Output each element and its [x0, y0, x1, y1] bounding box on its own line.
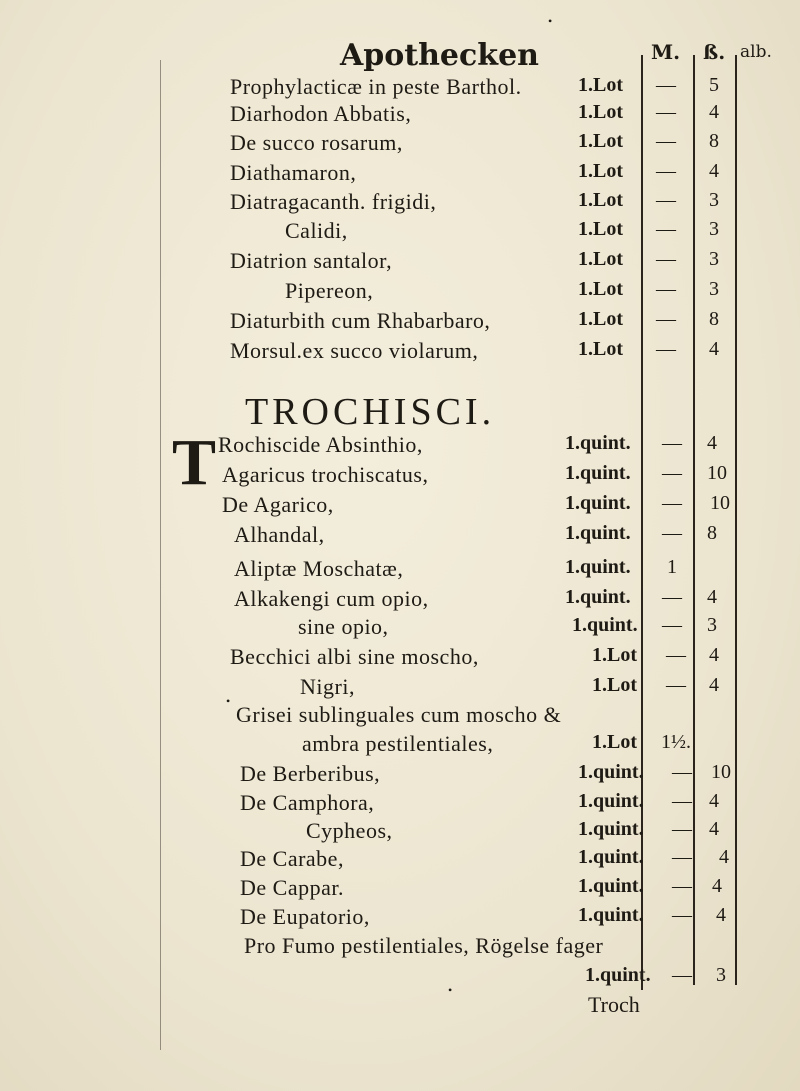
- item-price-schilling: 4: [709, 674, 719, 696]
- item-price-marks: —: [656, 160, 676, 182]
- section-heading-trochisci: TROCHISCI.: [245, 391, 496, 433]
- item-unit: 1.Lot: [578, 278, 623, 300]
- item-price-schilling: 4: [709, 338, 719, 360]
- item-price-schilling: 3: [709, 278, 719, 300]
- item-price-marks: —: [656, 338, 676, 360]
- item-unit: 1.quint.: [578, 875, 644, 897]
- item-price-marks: —: [656, 130, 676, 152]
- item-unit: 1.Lot: [578, 101, 623, 123]
- item-name: De Camphora,: [240, 790, 375, 815]
- item-price-schilling: 5: [709, 74, 719, 96]
- item-name: De succo rosarum,: [230, 130, 403, 155]
- item-price-schilling: 4: [712, 875, 722, 897]
- item-price-marks: —: [656, 248, 676, 270]
- item-unit: 1.quint.: [572, 614, 638, 636]
- item-price-marks: —: [656, 74, 676, 96]
- item-unit: 1.quint.: [565, 432, 631, 454]
- ink-speck: •: [448, 983, 453, 997]
- item-unit: 1.quint.: [578, 846, 644, 868]
- item-name: Aliptæ Moschatæ,: [234, 556, 404, 581]
- drop-capital: T: [172, 426, 217, 499]
- item-name: Rochiscide Absinthio,: [218, 432, 423, 457]
- item-price-schilling: 4: [709, 160, 719, 182]
- item-price-schilling: 8: [707, 522, 717, 544]
- item-name: Prophylacticæ in peste Barthol.: [230, 74, 522, 99]
- item-unit: 1.Lot: [578, 218, 623, 240]
- item-price-schilling: 4: [709, 818, 719, 840]
- item-name-line2: ambra pestilentiales,: [302, 731, 494, 756]
- item-price-marks: —: [662, 492, 682, 514]
- item-unit: 1.Lot: [578, 160, 623, 182]
- item-unit: 1.quint.: [578, 818, 644, 840]
- item-price-schilling: 3: [716, 964, 726, 986]
- item-price-marks: —: [672, 904, 692, 926]
- item-unit: 1.quint.: [565, 492, 631, 514]
- item-price-schilling: 10: [710, 492, 730, 514]
- item-unit: 1.quint.: [565, 586, 631, 608]
- item-name: Becchici albi sine moscho,: [230, 644, 479, 669]
- ink-speck: •: [548, 14, 553, 28]
- item-name-line1: Grisei sublinguales cum moscho &: [236, 702, 562, 727]
- item-name: Morsul.ex succo violarum,: [230, 338, 479, 363]
- item-price-marks: —: [656, 101, 676, 123]
- item-unit: 1.quint.: [585, 964, 651, 986]
- item-name: Agaricus trochiscatus,: [222, 462, 429, 487]
- item-price-marks: —: [672, 761, 692, 783]
- item-unit: 1.Lot: [578, 308, 623, 330]
- item-price-schilling: 4: [709, 101, 719, 123]
- item-name: De Berberibus,: [240, 761, 381, 786]
- item-price-marks: —: [662, 432, 682, 454]
- item-price-schilling: 4: [709, 644, 719, 666]
- header-col-albus: alb.: [740, 42, 772, 62]
- item-unit: 1.Lot: [578, 189, 623, 211]
- item-name: sine opio,: [298, 614, 389, 639]
- item-unit: 1.Lot: [592, 731, 637, 753]
- item-name: Diathamaron,: [230, 160, 357, 185]
- item-price-marks: —: [672, 790, 692, 812]
- item-price-schilling: 4: [716, 904, 726, 926]
- item-price-marks: —: [656, 278, 676, 300]
- item-price-marks: —: [662, 586, 682, 608]
- item-unit: 1.quint.: [578, 790, 644, 812]
- item-unit: 1.Lot: [592, 644, 637, 666]
- item-name: Cypheos,: [306, 818, 393, 843]
- item-price-schilling: 3: [709, 248, 719, 270]
- item-price-schilling: 3: [707, 614, 717, 636]
- item-name: Calidi,: [285, 218, 348, 243]
- item-unit: 1.quint.: [578, 761, 644, 783]
- item-name: De Agarico,: [222, 492, 334, 517]
- item-price-schilling: 10: [707, 462, 727, 484]
- item-price-marks: —: [656, 308, 676, 330]
- item-unit: 1.quint.: [565, 522, 631, 544]
- header-col-schilling: ß.: [703, 40, 726, 64]
- item-price-schilling: 8: [709, 308, 719, 330]
- item-unit: 1.Lot: [592, 674, 637, 696]
- item-price-schilling: 10: [711, 761, 731, 783]
- item-name: De Cappar.: [240, 875, 344, 900]
- item-unit: 1.Lot: [578, 248, 623, 270]
- item-name: Diatragacanth. frigidi,: [230, 189, 437, 214]
- item-unit: 1.Lot: [578, 130, 623, 152]
- item-name: Pro Fumo pestilentiales, Rögelse fager: [244, 933, 604, 958]
- item-price-marks: —: [672, 875, 692, 897]
- item-unit: 1.Lot: [578, 338, 623, 360]
- item-name: De Carabe,: [240, 846, 344, 871]
- item-price-marks: —: [672, 818, 692, 840]
- item-name: Alkakengi cum opio,: [234, 586, 429, 611]
- item-name: Diatrion santalor,: [230, 248, 393, 273]
- item-price-schilling: 8: [709, 130, 719, 152]
- item-name: Pipereon,: [285, 278, 374, 303]
- item-unit: 1.Lot: [578, 74, 623, 96]
- item-price-marks: —: [662, 614, 682, 636]
- item-unit: 1.quint.: [578, 904, 644, 926]
- item-name: Alhandal,: [234, 522, 325, 547]
- item-unit: 1.quint.: [565, 556, 631, 578]
- item-price-marks: —: [666, 644, 686, 666]
- item-price-schilling: 3: [709, 189, 719, 211]
- item-name: Nigri,: [300, 674, 355, 699]
- item-price-schilling: 4: [719, 846, 729, 868]
- item-price-marks: —: [666, 674, 686, 696]
- item-price-schilling: 4: [707, 432, 717, 454]
- item-price-marks: —: [656, 189, 676, 211]
- ink-speck: •: [226, 694, 231, 708]
- item-name: Diarhodon Abbatis,: [230, 101, 412, 126]
- header-col-marks: M.: [651, 40, 681, 64]
- item-price-marks: —: [662, 462, 682, 484]
- item-unit-line2: Troch: [588, 992, 640, 1017]
- item-price-schilling: 3: [709, 218, 719, 240]
- item-price-marks: —: [672, 846, 692, 868]
- item-price-marks: 1: [667, 556, 677, 578]
- running-header-title: Apothecken: [340, 38, 539, 73]
- item-price-marks: 1½.: [661, 731, 691, 753]
- item-price-schilling: 4: [709, 790, 719, 812]
- item-price-marks: —: [672, 964, 692, 986]
- item-price-marks: —: [656, 218, 676, 240]
- item-price-schilling: 4: [707, 586, 717, 608]
- item-unit: 1.quint.: [565, 462, 631, 484]
- item-name: De Eupatorio,: [240, 904, 370, 929]
- item-price-marks: —: [662, 522, 682, 544]
- item-name: Diaturbith cum Rhabarbaro,: [230, 308, 491, 333]
